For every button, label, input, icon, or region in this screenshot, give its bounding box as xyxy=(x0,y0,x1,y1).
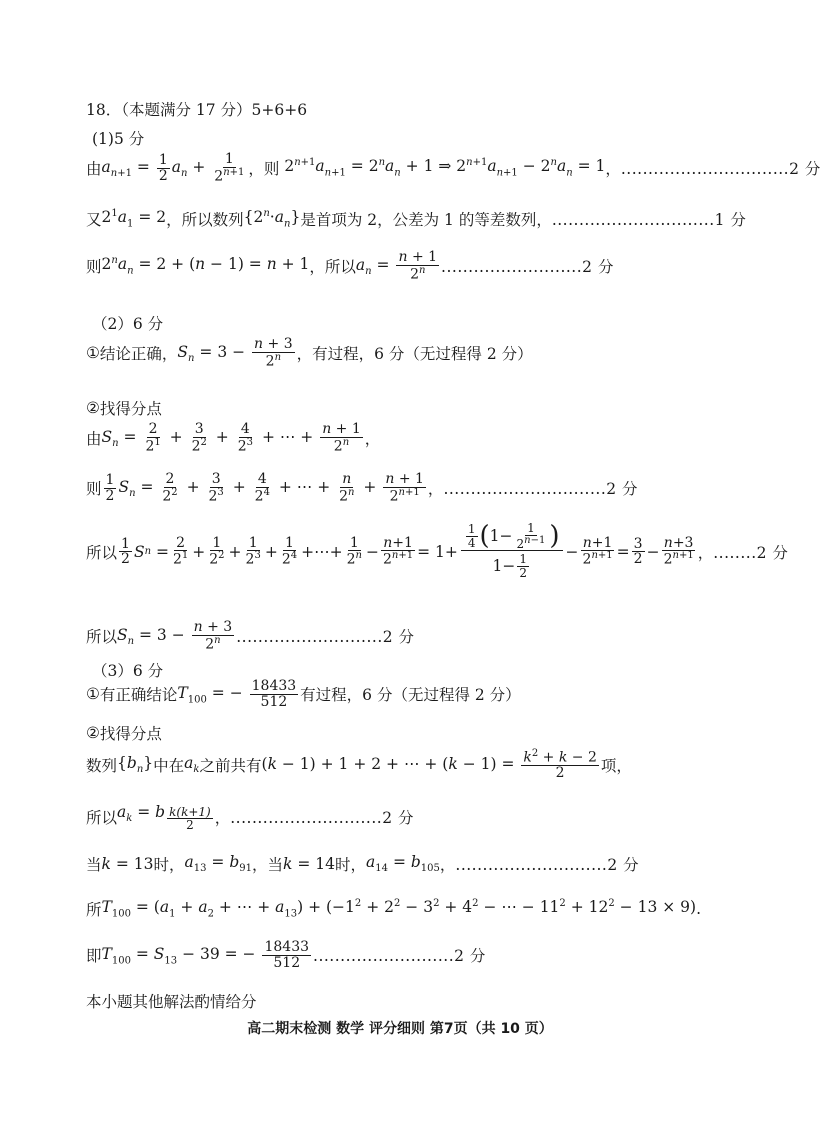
p1l2-score: ..............................1 分 xyxy=(551,211,747,229)
p3c1-formula: $T_{100}$ = − $\frac{18433}{512}$ xyxy=(177,678,297,710)
part3-l5 xyxy=(86,940,486,970)
p3l4-formula: $T_{100} = (a_1 + a_2$ + ⋯ + $a_{13}) + (-1^2 + 2^2 - 3^2 + 4^2$ − ⋯ − $11^2 + 12^2 - 13 \times 9$) xyxy=(101,898,697,920)
p3l3-a: 当 xyxy=(86,856,102,874)
p1l1-mid: ，则 xyxy=(248,160,280,179)
p2l3-prefix: 所以 xyxy=(86,543,118,562)
part1-line1 xyxy=(86,152,821,184)
p3l4-tail: . xyxy=(696,900,702,918)
p2l4-score: ...........................2 分 xyxy=(236,628,415,647)
p3l1-formula: (k − 1) + 1 + 2 + ⋯ + (k − 1) = $\frac{k^2 + k - 2}{2}$ xyxy=(261,748,597,782)
p3l3-e: ， xyxy=(439,856,456,874)
part3-c2 xyxy=(86,722,162,744)
circle-1-icon-p3: ① xyxy=(86,685,100,704)
p2l3-formula: $\frac{1}{2}$ S n = $\frac{2}{2^1}$ + $\frac{1}{2^2}$ + $\frac{1}{2^3}$ + $\frac{1}{2^4}$ +⋯+ $\frac{1}{2^n}$ − $\frac{n+1}{2^{n+1}}$ = 1+ $\frac{1}{4}$ ( 1− $\frac{1}{2^{n-1}}$ ) 1− $\frac{1}{2}$ − $\frac{n+1}{2^{n+1}}$ = $\frac{3}{2}$ − $\frac{n+3}{2^{n+1}}$ xyxy=(121,521,694,580)
p3l2-prefix: 所以 xyxy=(86,809,118,828)
part3-label xyxy=(92,659,163,681)
page-footer xyxy=(0,1018,800,1038)
part3-note xyxy=(86,990,257,1012)
part2-l1 xyxy=(86,422,380,454)
p3c1-tail: 有过程，6 分（无过程得 2 分） xyxy=(300,686,521,705)
p2l1-tail: ， xyxy=(364,430,381,449)
p3l1-mid: 中在 xyxy=(153,757,185,776)
p2l2-prefix: 则 xyxy=(86,480,102,499)
part3-l4 xyxy=(86,898,701,920)
part1-label-text: (1)5 分 xyxy=(92,130,145,148)
p2c1-formula: $S_n = 3$ − $\frac{n + 3}{2^n}$ xyxy=(177,336,293,370)
part3-l2 xyxy=(86,803,414,832)
p3l3-b: 时， xyxy=(153,856,185,874)
p3c2-text: 找得分点 xyxy=(99,725,162,743)
p1l1-prefix: 由 xyxy=(86,160,102,179)
p3l2-formula: $a_k = b$ $_{\frac{k(k+1)}{2}}$ xyxy=(117,803,211,833)
part2-l2 xyxy=(86,472,638,504)
p1l1-formula2: $2^{n+1}a_{n+1} = 2^na_n + 1$ ⇒ $2^{n+1}a_{n+1} - 2^na_n = 1$ xyxy=(279,157,606,179)
p3c1-text: 有正确结论 xyxy=(99,686,178,705)
part1-line3 xyxy=(86,250,614,282)
p1l2-prefix: 又 xyxy=(86,211,102,229)
part3-l1 xyxy=(86,749,632,781)
p3l2-score: ............................2 分 xyxy=(230,809,414,828)
p1l3-prefix: 则 xyxy=(86,258,102,277)
p3l1-tail: 项， xyxy=(600,757,632,776)
p3l3-c: ，当 xyxy=(252,856,284,874)
p3l1-ak: $a_k$ xyxy=(184,754,200,776)
p2l2-formula: $\frac{1}{2}$ $S_n$ = $\frac{2}{2^2}$ + $\frac{3}{2^3}$ + $\frac{4}{2^4}$ + ⋯ + $\frac{n}{2^n}$ + $\frac{n + 1}{2^{n+1}}$ xyxy=(105,471,424,505)
p3l5-score: ..........................2 分 xyxy=(313,947,486,966)
p2c2-text: 找得分点 xyxy=(99,400,162,418)
p3-note-text: 本小题其他解法酌情给分 xyxy=(86,993,257,1011)
p2l1-prefix: 由 xyxy=(86,430,102,449)
p2c1-tail: ，有过程，6 分（无过程得 2 分） xyxy=(296,345,533,364)
circle-2-icon: ② xyxy=(86,399,100,417)
p2l3-tail: ， xyxy=(697,543,714,562)
p2l1-formula: $S_n$ = $\frac{2}{2^1}$ + $\frac{3}{2^2}$ + $\frac{4}{2^3}$ + ⋯ + $\frac{n + 1}{2^n}$ xyxy=(101,421,361,455)
p2l4-prefix: 所以 xyxy=(86,628,118,647)
circle-2-icon-p3: ② xyxy=(86,724,100,742)
p3l4-prefix: 所 xyxy=(86,901,102,919)
part2-label xyxy=(92,312,163,334)
p3l3-eq2: $a_{14} = b_{105}$ xyxy=(366,853,440,875)
part2-l4 xyxy=(86,620,415,652)
part3-c1 xyxy=(86,679,521,709)
p3l3-d: 时， xyxy=(335,856,367,874)
question-title xyxy=(86,98,307,120)
part2-label-text: （2）6 分 xyxy=(92,315,164,333)
part3-l3 xyxy=(86,853,639,875)
p1l2-formula: $2^1a_1 = 2$ xyxy=(101,208,167,230)
p1l1-formula: $a_{n+1}$ = $\frac{1}{2}$ $a_n$ + $\frac{1}{2^{n+1}}$ xyxy=(101,151,245,185)
p2l3-score: ........2 分 xyxy=(713,543,789,562)
question-title-text: 18．（本题满分 17 分）5+6+6 xyxy=(86,101,308,119)
circle-1-icon: ① xyxy=(86,344,100,363)
p2l4-formula: $S_n = 3$ − $\frac{n + 3}{2^n}$ xyxy=(117,619,233,653)
p1l2-text: ，所以数列 xyxy=(166,211,244,229)
part2-c1 xyxy=(86,337,533,369)
p1l1-tail: ， xyxy=(605,160,621,179)
p1l2-text2: 是首项为 2，公差为 1 的等差数列， xyxy=(300,211,552,229)
p2l2-score: ..............................2 分 xyxy=(443,480,639,499)
p3l5-formula: $T_{100} = S_{13} - 39$ = − $\frac{18433}{512}$ xyxy=(101,939,310,971)
p1l3-formula: $2^na_n = 2 + (n - 1) = n + 1$ xyxy=(101,255,310,277)
p1l3-formula2: $a_n$ = $\frac{n + 1}{2^n}$ xyxy=(355,249,438,283)
footer-text: 高二期末检测 数学 评分细则 第7页（共 10 页） xyxy=(247,1021,553,1037)
p2c1-text: 结论正确， xyxy=(99,345,178,364)
p1l3-mid: ，所以 xyxy=(309,258,356,277)
p3l1-prefix: 数列 xyxy=(86,757,118,776)
p3l1-mid2: 之前共有 xyxy=(199,757,262,776)
p1l3-score: ..........................2 分 xyxy=(441,258,614,277)
p3l5-prefix: 即 xyxy=(86,947,102,966)
part1-label xyxy=(92,127,144,149)
part1-line2 xyxy=(86,208,746,230)
p1l1-score: ...............................2 分 xyxy=(620,160,821,179)
p3l3-eq1: $a_{13} = b_{91}$ xyxy=(184,853,253,875)
p3l1-seq: $\{b_n\}$ xyxy=(117,754,154,776)
p3l2-tail: ， xyxy=(214,809,231,828)
part3-label-text: （3）6 分 xyxy=(92,662,164,680)
p1l2-seq: $\{2^n\cdot a_n\}$ xyxy=(243,208,301,230)
part2-l3 xyxy=(86,522,788,581)
p3l3-score: ............................2 分 xyxy=(455,856,640,874)
part2-c2 xyxy=(86,397,162,419)
p2l2-tail: ， xyxy=(427,480,444,499)
p3l3-k13: k = 13 xyxy=(101,855,154,873)
p3l3-k14: k = 14 xyxy=(283,855,336,873)
